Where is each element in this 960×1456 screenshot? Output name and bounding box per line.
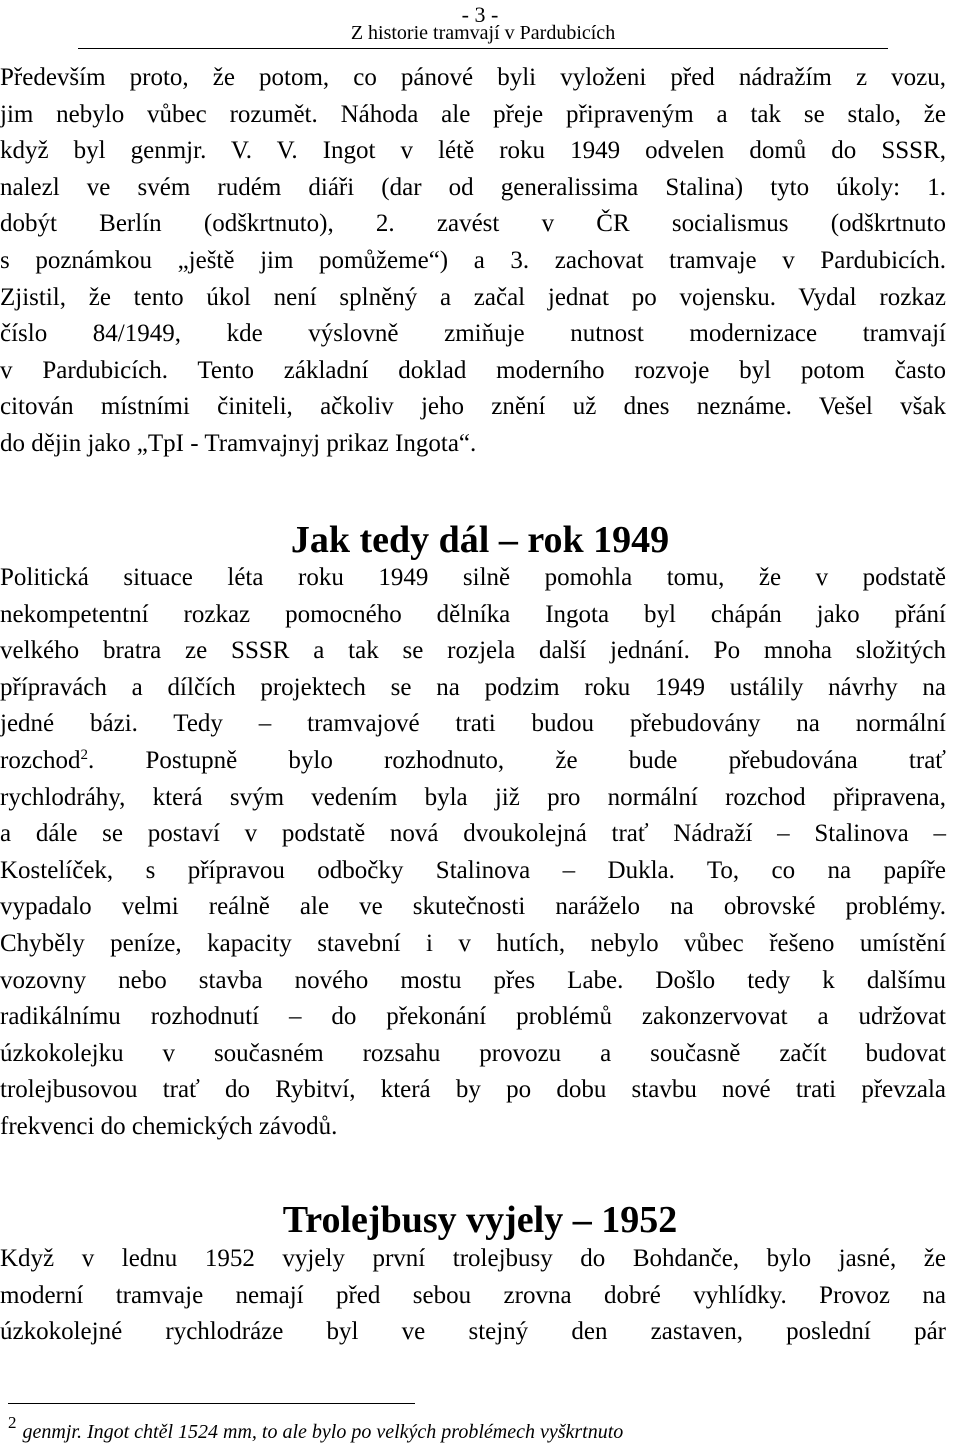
paragraph-line: velkého bratra ze SSSR a tak se rozjela další jednání. Po mnoha složitých [0, 637, 946, 665]
paragraph-line: vozovny nebo stavba nového mostu přes Labe. Došlo tedy k dalšímu [0, 966, 946, 994]
paragraph-line: nekompetentní rozkaz pomocného dělníka Ingota byl chápán jako přání [0, 600, 946, 628]
paragraph-line: Především proto, že potom, co pánové byli vyloženi před nádražím z vozu, [0, 64, 946, 91]
paragraph-line: úzkokolejku v současném rozsahu provozu a současně začít budovat [0, 1039, 946, 1067]
footnote-divider [8, 1403, 415, 1404]
paragraph-line: úzkokolejné rychlodráze byl ve stejný den zastaven, poslední pár [0, 1318, 946, 1346]
paragraph-intro [0, 60, 946, 463]
paragraph-line: číslo 84/1949, kde výslovně zmiňuje nutnost modernizace tramvají [0, 320, 946, 348]
page-number: - 3 - [461, 2, 499, 27]
paragraph-line: do dějin jako „TpI - Tramvajnyj prikaz Ingota“. [0, 429, 477, 457]
paragraph-line: když byl genmjr. V. V. Ingot v létě roku 1949 odvelen domů do SSSR, [0, 137, 946, 165]
paragraph-line-with-footnote [0, 743, 946, 780]
paragraph-line: vypadalo velmi reálně ale ve skutečnosti naráželo na obrovské problémy. [0, 893, 946, 921]
running-header-title: Z historie tramvají v Pardubicích [78, 20, 888, 49]
footnote-reference[interactable]: 2 [80, 746, 89, 763]
paragraph-line: a dále se postaví v podstatě nová dvoukolejná trať Nádraží – Stalinova – [0, 820, 946, 848]
paragraph-line: rychlodráhy, která svým vedením byla již pro normální rozchod připravena, [0, 783, 946, 811]
paragraph-line: nalezl ve svém rudém diáři (dar od generalissima Stalina) tyto úkoly: 1. [0, 173, 946, 201]
paragraph-line: jedné bázi. Tedy – tramvajové trati budou přebudovány na normální [0, 710, 946, 738]
footnote-number: 2 [8, 1413, 17, 1432]
paragraph-line: Chyběly peníze, kapacity stavební i v hutích, nebylo vůbec řešeno umístění [0, 929, 946, 957]
paragraph-line: trolejbusovou trať do Rybitví, která by po dobu stavbu nové trati převzala [0, 1076, 946, 1104]
line-text-end: . Postupně bylo rozhodnuto, že bude přebudována trať [88, 746, 946, 774]
paragraph-line: Politická situace léta roku 1949 silně pomohla tomu, že v podstatě [0, 564, 946, 591]
paragraph-line: Když v lednu 1952 vyjely první trolejbusy do Bohdanče, bylo jasné, že [0, 1245, 946, 1272]
paragraph-1952 [0, 1241, 946, 1351]
section-heading-1952: Trolejbusy vyjely – 1952 [282, 1199, 678, 1241]
footnote-text: genmjr. Ingot chtěl 1524 mm, to ale bylo po velkých problémech vyškrtnuto [22, 1421, 624, 1443]
paragraph-line: dobýt Berlín (odškrtnuto), 2. zavést v ČR socialismus (odškrtnuto [0, 210, 946, 238]
paragraph-1949 [0, 560, 946, 1146]
paragraph-line: citován místními činiteli, ačkoliv jeho znění už dnes neznáme. Vešel však [0, 393, 946, 421]
paragraph-line: moderní tramvaje nemají před sebou zrovna dobré vyhlídky. Provoz na [0, 1281, 946, 1309]
paragraph-line: v Pardubicích. Tento základní doklad moderního rozvoje byl potom často [0, 356, 946, 384]
paragraph-line: radikálnímu rozhodnutí – do překonání problémů zakonzervovat a udržovat [0, 1003, 946, 1031]
paragraph-line: Kostelíček, s přípravou odbočky Stalinova – Dukla. To, co na papíře [0, 856, 946, 884]
paragraph-line: Zjistil, že tento úkol není splněný a začal jednat po vojensku. Vydal rozkaz [0, 283, 946, 311]
paragraph-line: s poznámkou „ještě jim pomůžeme“) a 3. zachovat tramvaje v Pardubicích. [0, 246, 946, 274]
paragraph-line: přípravách a dílčích projektech se na podzim roku 1949 ustálily návrhy na [0, 673, 946, 701]
paragraph-line: jim nebylo vůbec rozumět. Náhoda ale přeje připraveným a tak se stalo, že [0, 100, 946, 128]
footnote [8, 1414, 948, 1451]
section-heading-1949: Jak tedy dál – rok 1949 [290, 519, 670, 561]
paragraph-line: frekvenci do chemických závodů. [0, 1112, 338, 1140]
line-text-start: rozchod [0, 746, 81, 774]
